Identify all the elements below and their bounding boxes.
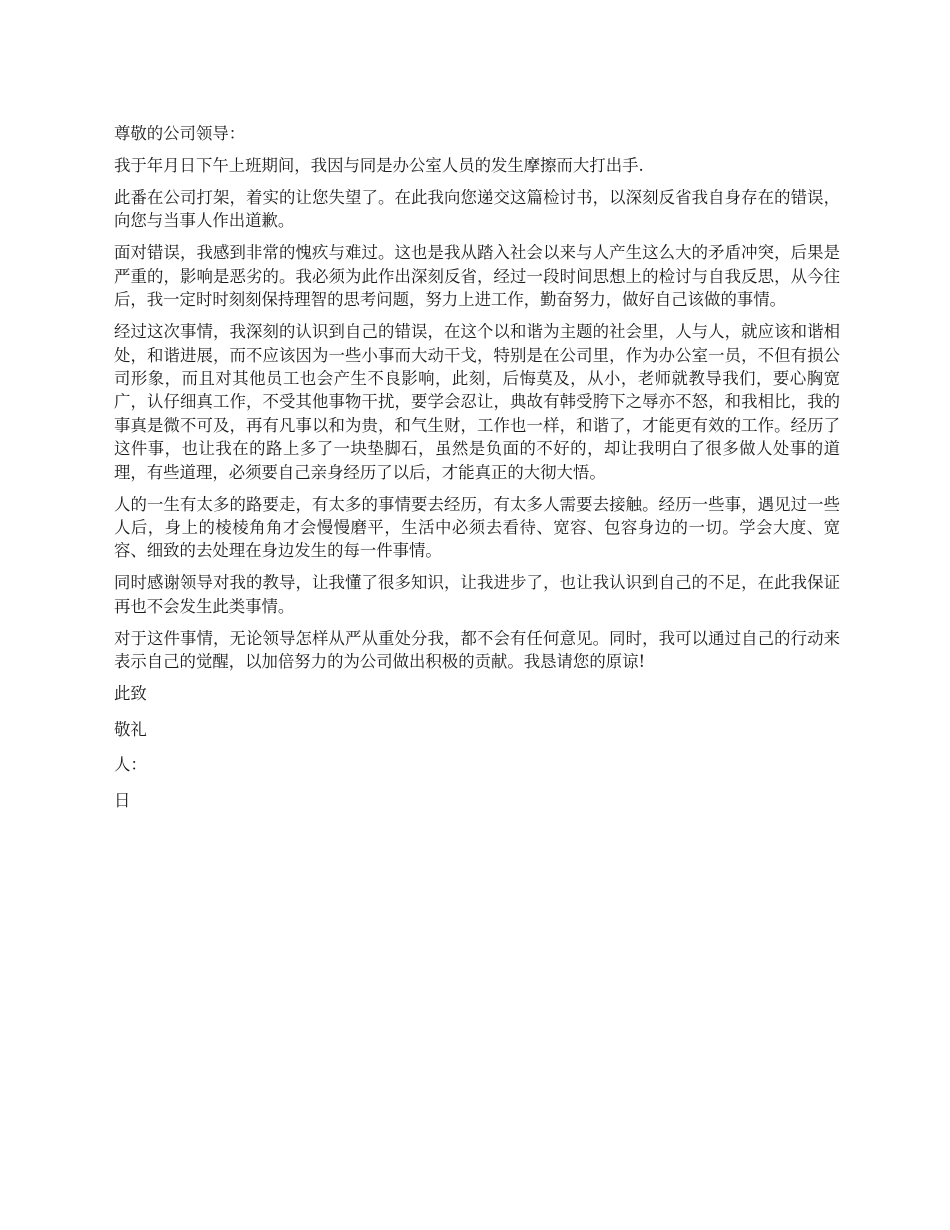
paragraph-thanks: 同时感谢领导对我的教导，让我懂了很多知识，让我进步了，也让我认识到自己的不足，在此我保证再也不会发生此类事情。 (114, 573, 840, 616)
paragraph-life: 人的一生有太多的路要走，有太多的事情要去经历，有太多人需要去接触。经历一些事，遇见过一些人后，身上的棱棱角角才会慢慢磨平，生活中必须去看待、宽容、包容身边的一切。学会大度、宽容、细致的去处理在身边发生的每一件事情。 (114, 494, 840, 561)
signature-label: 人： (114, 755, 147, 775)
closing-line-2: 敬礼 (114, 719, 147, 739)
date-label: 日 (114, 790, 131, 810)
letter-document (114, 122, 840, 824)
salutation: 尊敬的公司领导： (114, 124, 246, 143)
paragraph-apology: 此番在公司打架，着实的让您失望了。在此我向您递交这篇检讨书，以深刻反省我自身存在的错误，向您与当事人作出道歉。 (114, 188, 840, 231)
closing-line-1: 此致 (114, 684, 147, 704)
paragraph-reflection: 面对错误，我感到非常的愧疚与难过。这也是我从踏入社会以来与人产生这么大的矛盾冲突，后果是严重的，影响是恶劣的。我必须为此作出深刻反省，经过一段时间思想上的检讨与自我反思，从今往后，我一定时时刻刻保持理智的思考问题，努力上进工作，勤奋努力，做好自己该做的事情。 (114, 243, 840, 310)
paragraph-incident: 我于年月日下午上班期间，我因与同是办公室人员的发生摩擦而大打出手. (114, 156, 644, 175)
paragraph-lesson: 经过这次事情，我深刻的认识到自己的错误，在这个以和谐为主题的社会里，人与人，就应该和谐相处，和谐进展，而不应该因为一些小事而大动干戈，特别是在公司里，作为办公室一员，不但有损公司形象，而且对其他员工也会产生不良影响，此刻，后悔莫及，从小，老师就教导我们，要心胸宽广，认仔细真工作，不受其他事物干扰，要学会忍让，典故有韩受胯下之辱亦不怒，和我相比，我的事真是微不可及，再有凡事以和为贵，和气生财，工作也一样，和谐了，才能更有效的工作。经历了这件事，也让我在的路上多了一块垫脚石，虽然是负面的不好的，却让我明白了很多做人处事的道理，有些道理，必须要自己亲身经历了以后，才能真正的大彻大悟。 (114, 322, 840, 482)
paragraph-commitment: 对于这件事情，无论领导怎样从严从重处分我，都不会有任何意见。同时，我可以通过自己的行动来表示自己的觉醒，以加倍努力的为公司做出积极的贡献。我恳请您的原谅! (114, 628, 840, 672)
